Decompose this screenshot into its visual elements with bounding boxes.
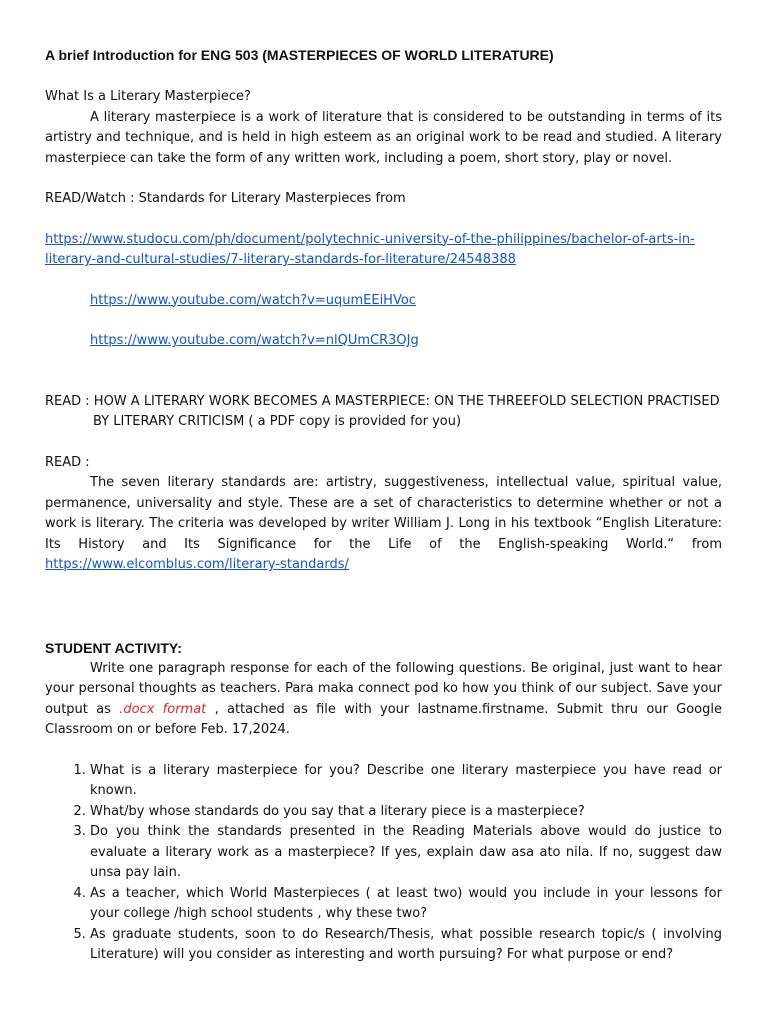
read-label: READ : xyxy=(45,454,90,470)
read-watch-line: READ/Watch : Standards for Literary Masterpieces from xyxy=(45,191,406,206)
youtube-link-paragraph-2 xyxy=(45,331,722,352)
docx-format-note: .docx format xyxy=(119,701,207,717)
what-is-heading: What Is a Literary Masterpiece? xyxy=(45,89,251,104)
activity-body-pre: Write one paragraph response for each of the following questions. Be original, just want to hear your personal thoughts as teachers. Para maka connect pod ko how you think of our subject. Save your output as xyxy=(45,660,722,717)
read-threefold-line-2: BY LITERARY CRITICISM ( a PDF copy is provided for you) xyxy=(93,414,462,429)
studocu-link[interactable]: https://www.studocu.com/ph/document/polytechnic-university-of-the-philippines/bachelor-of-arts-in-literary-and-cultural-studies/7-literary-standards-for-literature/24548388 xyxy=(45,231,695,267)
questions-list xyxy=(45,761,722,966)
read-threefold-line-1: READ : HOW A LITERARY WORK BECOMES A MASTERPIECE: ON THE THREEFOLD SELECTION PRACTISED xyxy=(45,393,720,409)
question-item: 5. As graduate students, soon to do Research/Thesis, what possible research topic/s ( involving Literature) will you consider as interesting and worth pursuing? For what purpose or end? xyxy=(90,925,722,966)
document-page xyxy=(45,44,722,966)
read-body-paragraph xyxy=(45,473,722,576)
document-title: A brief Introduction for ENG 503 (MASTERPIECES OF WORLD LITERATURE) xyxy=(45,47,554,63)
youtube-link-1[interactable]: https://www.youtube.com/watch?v=uqumEEiHVoc xyxy=(90,292,416,308)
student-activity-heading: STUDENT ACTIVITY: xyxy=(45,639,182,656)
question-item: 4. As a teacher, which World Masterpieces ( at least two) would you include in your lessons for your college /high school students , why these two? xyxy=(90,884,722,925)
youtube-link-paragraph-1 xyxy=(45,291,722,312)
question-item: 1. What is a literary masterpiece for you? Describe one literary masterpiece you have read or known. xyxy=(90,761,722,802)
activity-body-post: , attached as file with your lastname.firstname. Submit thru our Google Classroom on or before Feb. 17,2024. xyxy=(45,701,722,737)
what-is-body: A literary masterpiece is a work of literature that is considered to be outstanding in terms of its artistry and technique, and is held in high esteem as an original work to be read and studied. A literary masterpiece can take the form of any written work, including a poem, short story, play or novel. xyxy=(45,109,722,166)
student-activity-body xyxy=(45,659,722,741)
youtube-link-2[interactable]: https://www.youtube.com/watch?v=nlQUmCR3OJg xyxy=(90,333,419,348)
studocu-link-paragraph xyxy=(45,230,722,271)
question-item: 3. Do you think the standards presented in the Reading Materials above would do justice to evaluate a literary work as a masterpiece? If yes, explain daw asa ato nila. If no, suggest daw unsa pay lain. xyxy=(90,822,722,884)
elcomblus-link[interactable]: https://www.elcomblus.com/literary-standards/ xyxy=(45,557,349,572)
question-item: 2. What/by whose standards do you say that a literary piece is a masterpiece? xyxy=(90,802,722,823)
read-body-text: The seven literary standards are: artistry, suggestiveness, intellectual value, spiritual value, permanence, universality and style. These are a set of characteristics to determine whether or not a work is literary. The criteria was developed by writer William J. Long in his textbook “English Literature: Its History and Its Significance for the Life of the English-speaking World.“ from xyxy=(45,475,722,552)
